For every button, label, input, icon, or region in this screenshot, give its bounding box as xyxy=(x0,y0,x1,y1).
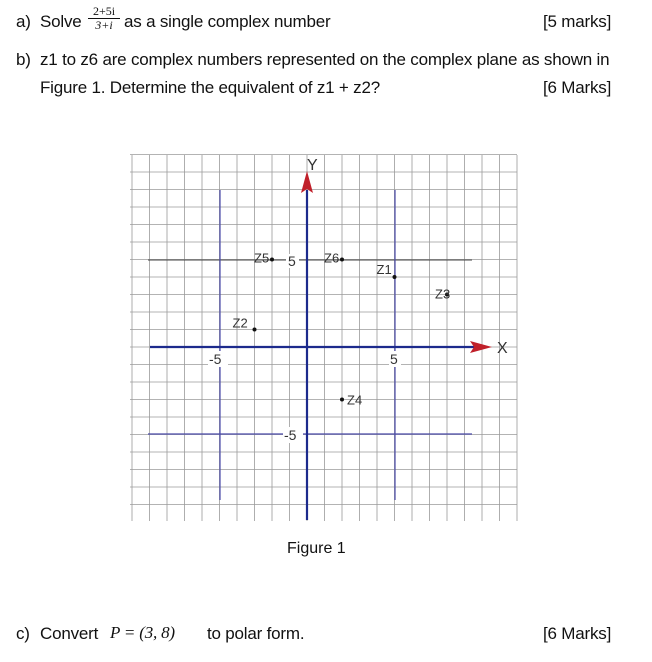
point-z4 xyxy=(340,398,344,402)
question-c-verb: Convert xyxy=(40,624,99,643)
question-b-line1: z1 to z6 are complex numbers represented on the complex plane as shown in xyxy=(40,50,610,69)
question-c-text: to polar form. xyxy=(207,624,305,643)
fraction-numerator: 2+5i xyxy=(88,5,120,19)
question-a-text: as a single complex number xyxy=(124,12,331,31)
point-label-z6: Z6 xyxy=(324,250,340,266)
question-c-label: c) xyxy=(16,624,30,643)
point-label-z3: Z3 xyxy=(435,286,451,302)
tick-x-neg5: -5 xyxy=(209,351,222,367)
tick-y-5: 5 xyxy=(288,253,296,269)
question-a-verb: Solve xyxy=(40,12,82,31)
point-z1 xyxy=(393,275,397,279)
grid xyxy=(130,155,517,522)
point-z2 xyxy=(253,328,257,332)
question-c-marks: [6 Marks] xyxy=(543,624,612,643)
points-layer xyxy=(233,251,451,408)
fraction-denominator: 3+i xyxy=(95,18,113,32)
question-b-line2: Figure 1. Determine the equivalent of z1 + z2? xyxy=(40,78,380,97)
figure-caption: Figure 1 xyxy=(287,540,346,557)
question-a-label: a) xyxy=(16,12,31,31)
question-c-expression: P = (3, 8) xyxy=(110,623,175,642)
tick-y-neg5: -5 xyxy=(284,427,297,443)
point-label-z1: Z1 xyxy=(376,262,392,277)
point-z5 xyxy=(270,258,274,262)
question-b-marks: [6 Marks] xyxy=(543,78,612,97)
y-axis-label: Y xyxy=(307,157,318,174)
tick-x-5: 5 xyxy=(390,351,398,367)
point-label-z4: Z4 xyxy=(347,392,363,408)
point-label-z5: Z5 xyxy=(254,250,270,266)
question-a-marks: [5 marks] xyxy=(543,12,612,31)
point-label-z2: Z2 xyxy=(232,315,248,331)
point-z6 xyxy=(340,258,344,262)
question-b-label: b) xyxy=(16,50,31,69)
x-axis-label: X xyxy=(497,340,508,357)
